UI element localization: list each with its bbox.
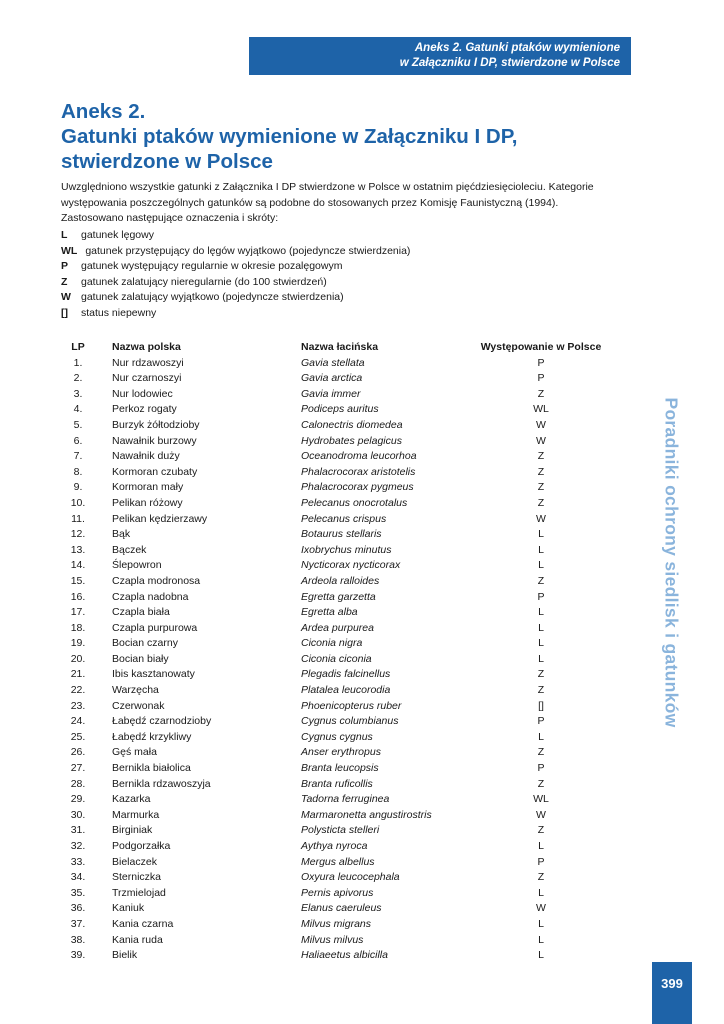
row-spacer: [95, 823, 112, 839]
column-header-polish-name: Nazwa polska: [112, 341, 181, 353]
table-row: [61, 434, 611, 450]
row-number: 39.: [70, 949, 86, 962]
latin-name: Hydrobates pelagicus: [301, 434, 402, 447]
legend-description: gatunek zalatujący nieregularnie (do 100 stwierdzeń): [81, 275, 327, 288]
table-row: [61, 714, 611, 730]
latin-name: Nycticorax nycticorax: [301, 559, 401, 572]
polish-name: Warzęcha: [112, 684, 159, 697]
row-spacer: [95, 621, 112, 637]
row-spacer: [95, 558, 112, 574]
table-row: [61, 605, 611, 621]
latin-name: Elanus caeruleus: [301, 902, 382, 915]
row-spacer: [95, 839, 112, 855]
row-number: 7.: [73, 450, 83, 463]
polish-name: Czapla nadobna: [112, 590, 189, 603]
polish-name: Czapla purpurowa: [112, 621, 198, 634]
row-number: 20.: [70, 652, 86, 665]
occurrence-status: L: [538, 621, 544, 634]
row-spacer: [95, 527, 112, 543]
row-number: 17.: [70, 606, 86, 619]
row-spacer: [95, 808, 112, 824]
polish-name: Podgorzałka: [112, 840, 171, 852]
latin-name: Platalea leucorodia: [301, 684, 391, 697]
polish-name: Ślepowron: [112, 559, 162, 572]
legend-item: [61, 259, 561, 275]
polish-name: Pelikan kędzierzawy: [112, 512, 208, 525]
table-row: [61, 558, 611, 574]
row-number: 25.: [70, 730, 86, 743]
species-table-body: [61, 356, 611, 964]
row-number: 9.: [73, 481, 83, 494]
row-number: 36.: [70, 902, 86, 915]
legend-description: gatunek występujący regularnie w okresie pozalęgowym: [81, 260, 343, 272]
occurrence-status: Z: [537, 668, 545, 681]
table-row: [61, 745, 611, 761]
latin-name: Gavia arctica: [301, 372, 363, 385]
row-number: 37.: [70, 917, 86, 930]
row-number: 12.: [70, 528, 86, 541]
occurrence-status: L: [538, 652, 544, 665]
latin-name: Plegadis falcinellus: [301, 668, 391, 681]
occurrence-status: L: [538, 543, 544, 556]
table-row: [61, 777, 611, 793]
polish-name: Perkoz rogaty: [112, 403, 177, 416]
row-number: 24.: [70, 715, 86, 728]
occurrence-status: L: [538, 606, 544, 619]
polish-name: Trzmielojad: [112, 886, 166, 899]
latin-name: Gavia stellata: [301, 356, 365, 369]
row-spacer: [95, 590, 112, 606]
latin-name: Ciconia nigra: [301, 637, 363, 650]
polish-name: Bielaczek: [112, 855, 157, 868]
occurrence-status: Z: [537, 824, 545, 837]
legend-code: P: [61, 260, 69, 272]
legend-item: [61, 228, 561, 244]
latin-name: Pernis apivorus: [301, 886, 374, 899]
row-spacer: [95, 605, 112, 621]
table-row: [61, 387, 611, 403]
latin-name: Branta ruficollis: [301, 777, 373, 790]
polish-name: Bączek: [112, 543, 147, 556]
row-number: 14.: [70, 559, 86, 572]
occurrence-status: P: [537, 855, 545, 868]
table-row: [61, 543, 611, 559]
occurrence-status: Z: [537, 465, 545, 478]
page-title: [61, 99, 517, 174]
latin-name: Cygnus columbianus: [301, 715, 399, 728]
table-row: [61, 652, 611, 668]
polish-name: Birginiak: [112, 824, 153, 837]
row-spacer: [95, 434, 112, 450]
occurrence-status: P: [537, 356, 545, 369]
latin-name: Mergus albellus: [301, 855, 375, 868]
table-row: [61, 512, 611, 528]
occurrence-status: Z: [537, 450, 545, 463]
row-spacer: [95, 652, 112, 668]
latin-name: Polysticta stelleri: [301, 824, 380, 837]
occurrence-status: W: [536, 434, 546, 447]
latin-name: Ixobrychus minutus: [301, 543, 392, 556]
occurrence-status: P: [537, 762, 545, 775]
row-number: 31.: [70, 824, 86, 837]
row-number: 1.: [73, 356, 83, 369]
polish-name: Bocian biały: [112, 652, 169, 665]
row-spacer: [95, 465, 112, 481]
polish-name: Bernikla białolica: [112, 762, 191, 775]
table-row: [61, 667, 611, 683]
polish-name: Kaniuk: [112, 902, 145, 915]
row-spacer: [95, 714, 112, 730]
row-number: 35.: [70, 886, 86, 899]
occurrence-status: WL: [533, 793, 549, 806]
table-row: [61, 496, 611, 512]
table-header-row: [61, 340, 611, 356]
series-title: Poradniki ochrony siedlisk i gatunków: [661, 396, 682, 728]
legend-description: gatunek lęgowy: [81, 229, 154, 241]
row-number: 18.: [70, 621, 86, 634]
column-header-lp: LP: [71, 341, 85, 353]
row-spacer: [95, 777, 112, 793]
table-row: [61, 933, 611, 949]
polish-name: Łabędź krzykliwy: [112, 730, 192, 743]
page-title-line-2: Gatunki ptaków wymienione w Załączniku I DP,: [61, 125, 518, 148]
occurrence-status: L: [538, 917, 544, 930]
row-spacer: [95, 496, 112, 512]
occurrence-status: L: [538, 559, 544, 572]
table-row: [61, 402, 611, 418]
polish-name: Łabędź czarnodzioby: [112, 715, 212, 728]
legend-description: status niepewny: [81, 306, 157, 319]
row-number: 5.: [73, 418, 83, 431]
latin-name: Phalacrocorax aristotelis: [301, 465, 416, 478]
polish-name: Czapla biała: [112, 606, 170, 619]
polish-name: Kormoran czubaty: [112, 465, 198, 478]
row-spacer: [95, 543, 112, 559]
polish-name: Bąk: [112, 528, 131, 541]
row-spacer: [95, 917, 112, 933]
legend-item: [61, 290, 561, 306]
table-row: [61, 761, 611, 777]
latin-name: Branta leucopsis: [301, 762, 379, 775]
row-number: 26.: [70, 746, 86, 759]
running-header: [249, 37, 631, 75]
occurrence-status: Z: [537, 574, 545, 587]
legend-code: WL: [61, 244, 78, 257]
abbreviation-legend: [61, 228, 561, 321]
legend-item: [61, 244, 561, 260]
row-number: 23.: [70, 699, 86, 712]
polish-name: Bernikla rdzawoszyja: [112, 777, 211, 790]
legend-item: [61, 306, 561, 322]
occurrence-status: L: [538, 528, 544, 541]
polish-name: Kazarka: [112, 793, 151, 806]
row-spacer: [95, 480, 112, 496]
legend-description: gatunek zalatujący wyjątkowo (pojedyncze stwierdzenia): [81, 291, 344, 303]
occurrence-status: L: [538, 637, 544, 650]
polish-name: Ibis kasztanowaty: [112, 668, 195, 681]
latin-name: Egretta alba: [301, 606, 358, 619]
latin-name: Anser erythropus: [301, 746, 381, 759]
table-row: [61, 901, 611, 917]
table-row: [61, 371, 611, 387]
latin-name: Milvus migrans: [301, 917, 372, 930]
polish-name: Nawałnik duży: [112, 450, 180, 463]
polish-name: Nur rdzawoszyi: [112, 356, 184, 369]
table-row: [61, 574, 611, 590]
row-number: 2.: [73, 372, 83, 385]
table-row: [61, 948, 611, 964]
row-spacer: [95, 636, 112, 652]
row-number: 21.: [70, 668, 86, 681]
legend-code: W: [61, 291, 71, 303]
latin-name: Ardeola ralloides: [301, 574, 380, 587]
intro-paragraph-1: Uwzględniono wszystkie gatunki z Załącznika I DP stwierdzone w Polsce w ostatnim pięćdziesięcioleciu. Kategorie występowania poszczególnych gatunków są podobne do stosowanych przez Komisję Faunistyczną (1994).: [61, 181, 594, 209]
table-row: [61, 886, 611, 902]
table-row: [61, 621, 611, 637]
legend-item: [61, 275, 561, 291]
latin-name: Phoenicopterus ruber: [301, 699, 402, 712]
row-spacer: [95, 387, 112, 403]
latin-name: Tadorna ferruginea: [301, 793, 390, 806]
occurrence-status: Z: [537, 496, 545, 509]
occurrence-status: W: [536, 902, 546, 915]
row-number: 16.: [70, 590, 86, 603]
latin-name: Phalacrocorax pygmeus: [301, 481, 414, 494]
row-spacer: [95, 667, 112, 683]
row-number: 10.: [70, 496, 86, 509]
latin-name: Pelecanus onocrotalus: [301, 496, 408, 509]
row-spacer: [95, 948, 112, 964]
row-number: 8.: [73, 465, 83, 478]
row-spacer: [95, 792, 112, 808]
column-header-occurrence: Występowanie w Polsce: [480, 341, 602, 353]
row-spacer: [95, 356, 112, 372]
latin-name: Calonectris diomedea: [301, 418, 403, 431]
row-number: 4.: [73, 403, 83, 416]
latin-name: Oceanodroma leucorhoa: [301, 450, 417, 463]
row-spacer: [95, 418, 112, 434]
intro-paragraph-2: Zastosowano następujące oznaczenia i skróty:: [61, 212, 279, 224]
row-number: 19.: [70, 637, 86, 650]
row-spacer: [95, 449, 112, 465]
row-number: 11.: [71, 512, 85, 525]
row-spacer: [95, 574, 112, 590]
table-row: [61, 823, 611, 839]
latin-name: Milvus milvus: [301, 933, 364, 946]
table-row: [61, 870, 611, 886]
row-spacer: [95, 761, 112, 777]
table-row: [61, 839, 611, 855]
occurrence-status: L: [538, 949, 544, 962]
occurrence-status: Z: [537, 481, 545, 494]
row-spacer: [95, 870, 112, 886]
row-number: 27.: [70, 762, 86, 775]
polish-name: Burzyk żółtodzioby: [112, 418, 200, 431]
legend-code: L: [61, 229, 68, 241]
latin-name: Gavia immer: [301, 387, 361, 400]
row-number: 30.: [70, 808, 86, 821]
species-table: [61, 340, 611, 964]
polish-name: Czapla modronosa: [112, 574, 201, 587]
latin-name: Pelecanus crispus: [301, 512, 387, 525]
latin-name: Haliaeetus albicilla: [301, 949, 388, 962]
polish-name: Czerwonak: [112, 699, 165, 712]
row-number: 28.: [70, 777, 86, 790]
row-spacer: [95, 886, 112, 902]
occurrence-status: P: [537, 590, 545, 603]
occurrence-status: L: [538, 840, 544, 852]
series-title-strip: [650, 340, 692, 784]
table-row: [61, 356, 611, 372]
polish-name: Kania czarna: [112, 917, 174, 930]
row-spacer: [95, 371, 112, 387]
legend-code: Z: [61, 275, 68, 288]
polish-name: Bocian czarny: [112, 637, 178, 650]
table-row: [61, 636, 611, 652]
row-number: 13.: [70, 543, 86, 556]
row-number: 32.: [70, 840, 86, 852]
row-spacer: [95, 933, 112, 949]
table-row: [61, 730, 611, 746]
page-number: 399: [652, 962, 692, 1024]
latin-name: Egretta garzetta: [301, 590, 376, 603]
legend-code: []: [61, 306, 68, 319]
occurrence-status: Z: [537, 871, 545, 884]
occurrence-status: Z: [537, 684, 545, 697]
polish-name: Marmurka: [112, 808, 160, 821]
intro-text: [61, 180, 631, 227]
polish-name: Nur lodowiec: [112, 387, 173, 400]
occurrence-status: P: [537, 372, 545, 385]
occurrence-status: W: [536, 418, 546, 431]
running-header-line-1: Aneks 2. Gatunki ptaków wymienione: [414, 42, 620, 54]
table-row: [61, 465, 611, 481]
table-row: [61, 449, 611, 465]
occurrence-status: L: [538, 886, 544, 899]
polish-name: Nawałnik burzowy: [112, 434, 197, 447]
legend-description: gatunek przystępujący do lęgów wyjątkowo (pojedyncze stwierdzenia): [85, 244, 411, 257]
polish-name: Bielik: [112, 949, 138, 962]
latin-name: Podiceps auritus: [301, 403, 379, 416]
occurrence-status: W: [536, 512, 546, 525]
table-row: [61, 527, 611, 543]
latin-name: Aythya nyroca: [301, 840, 368, 852]
occurrence-status: []: [538, 699, 544, 712]
occurrence-status: W: [536, 808, 546, 821]
row-spacer: [95, 683, 112, 699]
table-row: [61, 808, 611, 824]
occurrence-status: WL: [533, 403, 549, 416]
row-number: 29.: [70, 793, 86, 806]
row-number: 6.: [73, 434, 83, 447]
row-number: 3.: [73, 387, 83, 400]
occurrence-status: Z: [537, 387, 545, 400]
table-row: [61, 480, 611, 496]
occurrence-status: Z: [537, 777, 545, 790]
row-number: 15.: [70, 574, 86, 587]
column-header-latin-name: Nazwa łacińska: [301, 341, 379, 353]
row-spacer: [95, 855, 112, 871]
row-spacer: [95, 745, 112, 761]
polish-name: Sterniczka: [112, 871, 162, 884]
row-number: 33.: [70, 855, 86, 868]
running-header-line-2: w Załączniku I DP, stwierdzone w Polsce: [399, 57, 620, 69]
table-row: [61, 683, 611, 699]
occurrence-status: P: [537, 715, 545, 728]
polish-name: Gęś mała: [112, 746, 157, 759]
occurrence-status: L: [538, 730, 544, 743]
column-spacer: [95, 340, 112, 356]
latin-name: Oxyura leucocephala: [301, 871, 400, 884]
table-row: [61, 590, 611, 606]
latin-name: Marmaronetta angustirostris: [301, 808, 432, 821]
row-number: 34.: [70, 871, 86, 884]
polish-name: Nur czarnoszyi: [112, 372, 182, 385]
latin-name: Ardea purpurea: [301, 621, 374, 634]
polish-name: Kania ruda: [112, 933, 163, 946]
table-row: [61, 792, 611, 808]
page-title-line-3: stwierdzone w Polsce: [61, 150, 273, 173]
latin-name: Ciconia ciconia: [301, 652, 372, 665]
table-row: [61, 418, 611, 434]
row-spacer: [95, 901, 112, 917]
page-title-line-1: Aneks 2.: [61, 100, 146, 123]
occurrence-status: L: [538, 933, 544, 946]
row-spacer: [95, 730, 112, 746]
polish-name: Kormoran mały: [112, 481, 184, 494]
row-number: 22.: [70, 684, 86, 697]
row-spacer: [95, 512, 112, 528]
row-number: 38.: [70, 933, 86, 946]
latin-name: Cygnus cygnus: [301, 730, 373, 743]
row-spacer: [95, 699, 112, 715]
polish-name: Pelikan różowy: [112, 496, 183, 509]
table-row: [61, 699, 611, 715]
table-row: [61, 917, 611, 933]
table-row: [61, 855, 611, 871]
latin-name: Botaurus stellaris: [301, 528, 382, 541]
occurrence-status: Z: [537, 746, 545, 759]
row-spacer: [95, 402, 112, 418]
